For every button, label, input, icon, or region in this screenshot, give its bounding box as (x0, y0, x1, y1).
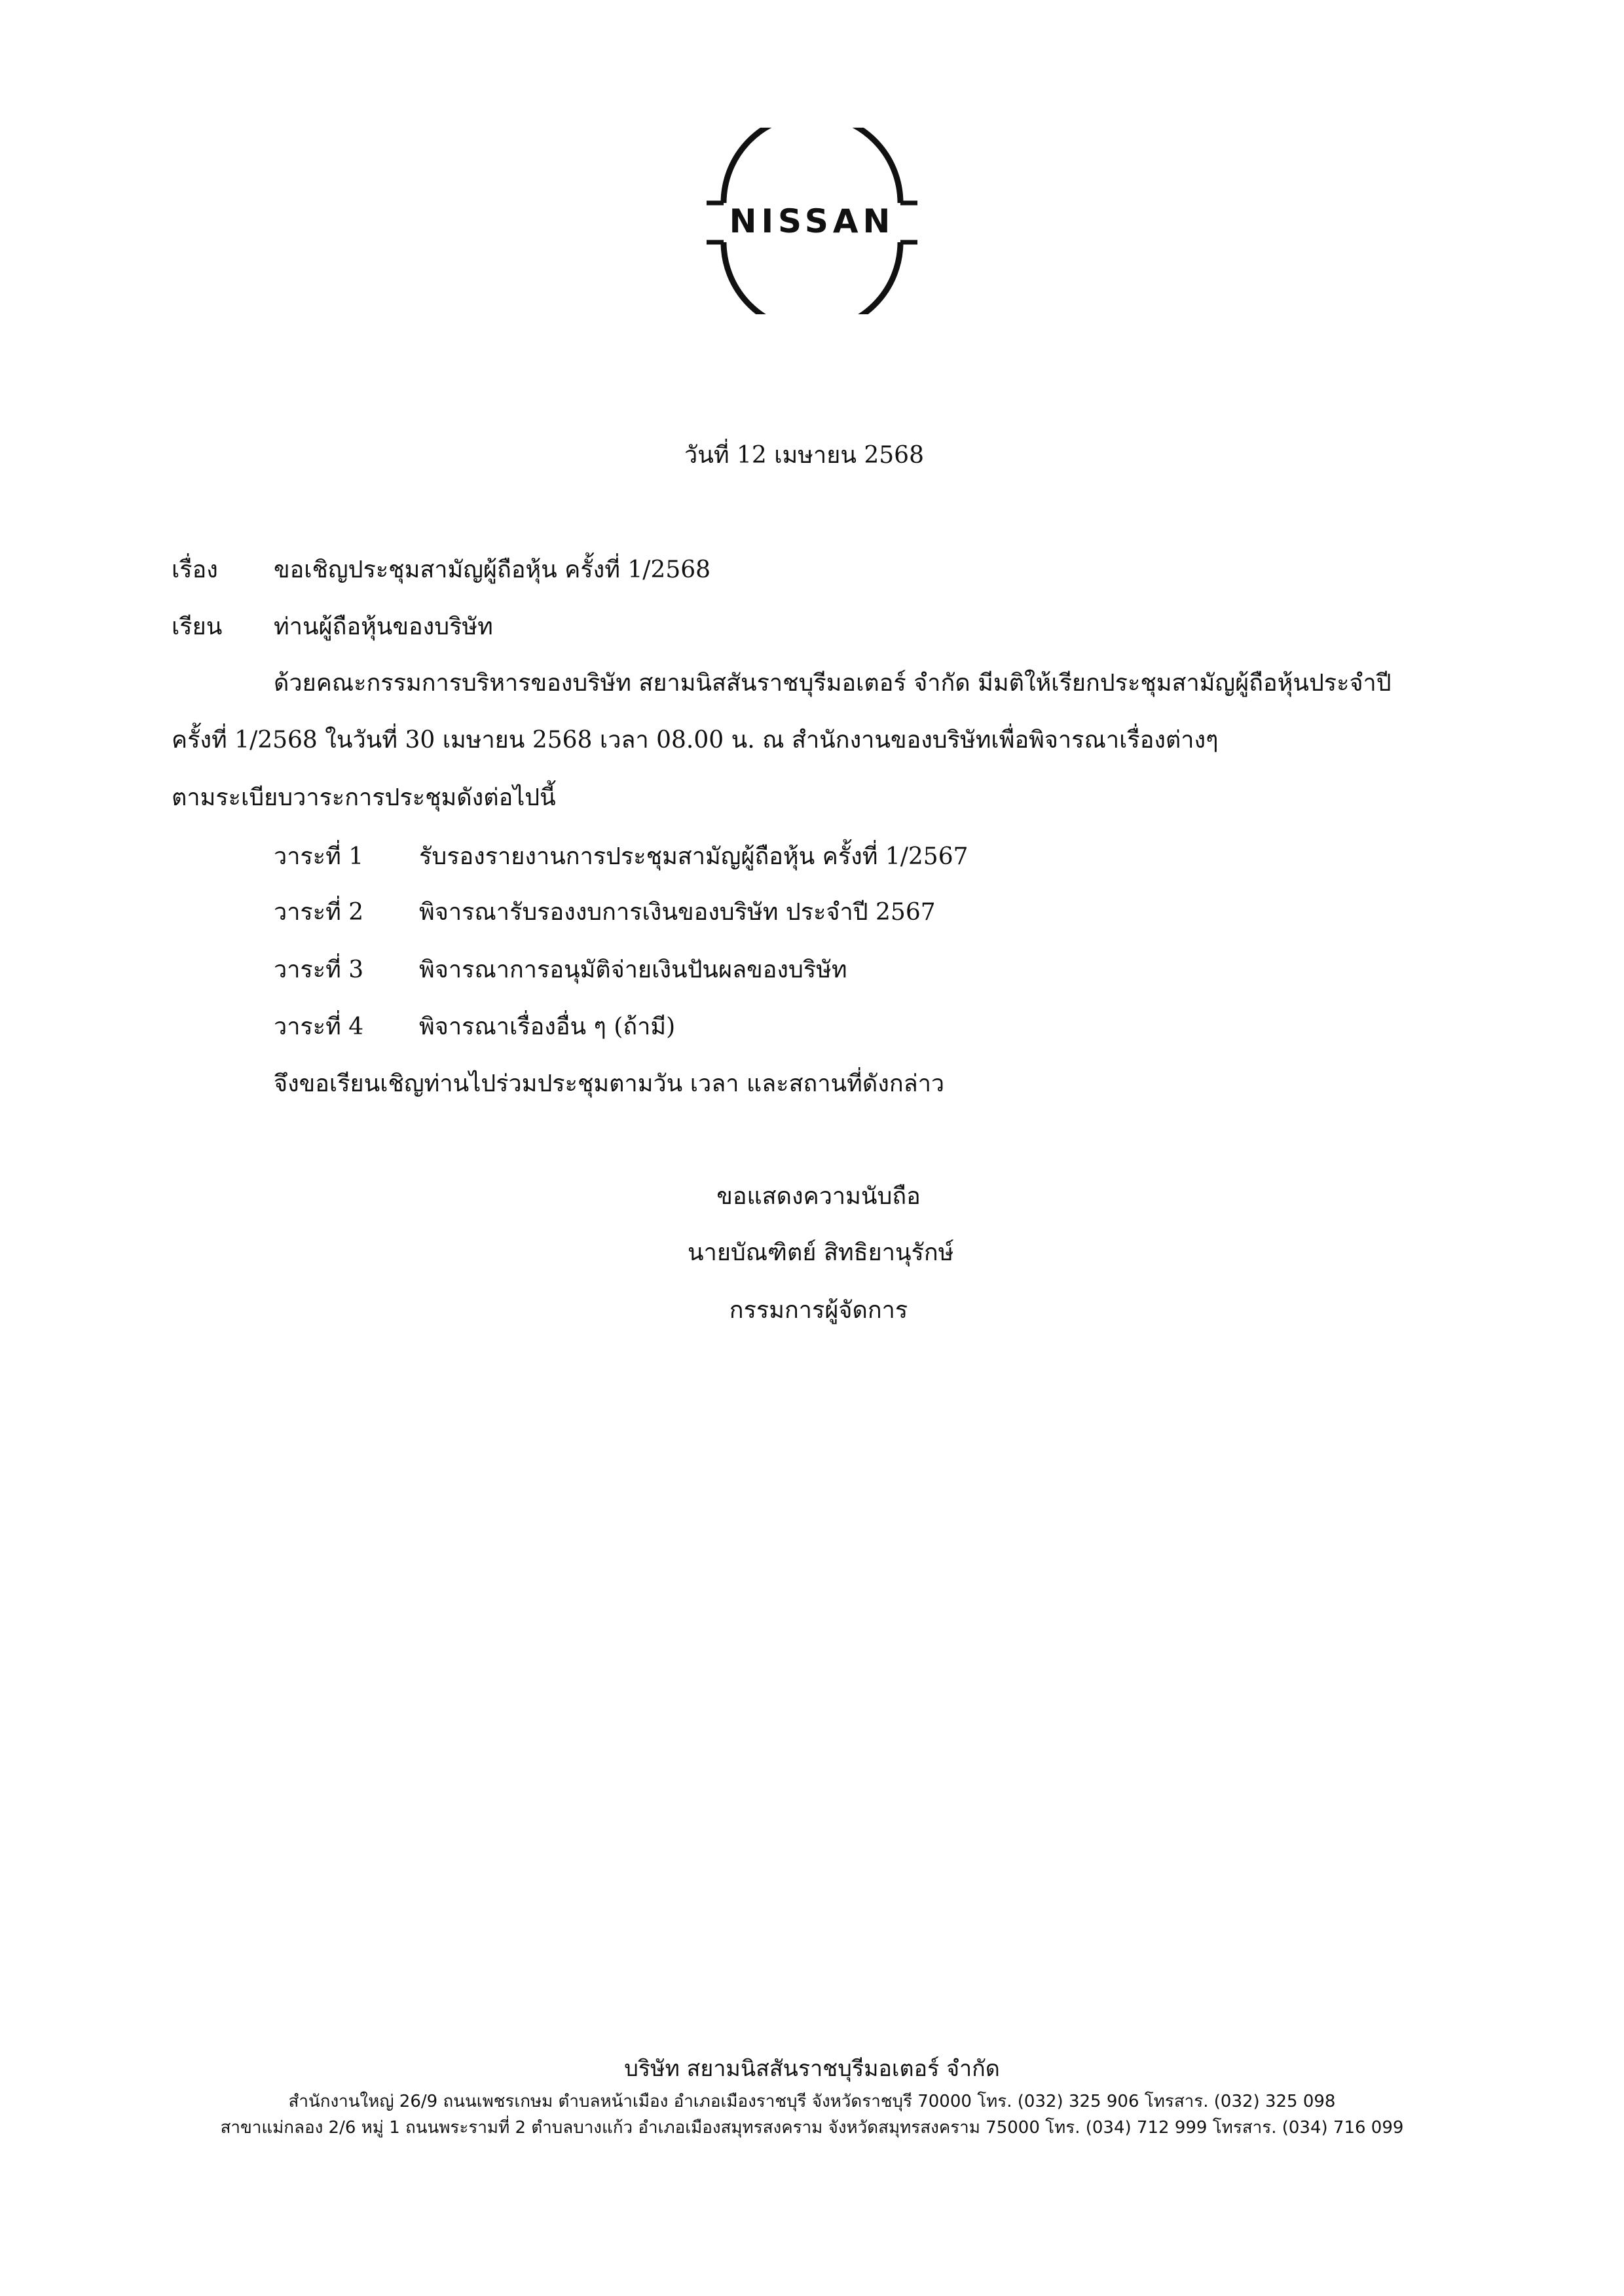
agenda-item-3-text: พิจารณาการอนุมัติจ่ายเงินปันผลของบริษัท (419, 957, 847, 983)
closing-sentence: จึงขอเรียนเชิญท่านไปร่วมประชุมตามวัน เวลา และสถานที่ดังกล่าว (274, 1070, 945, 1097)
agenda-item-1-number: วาระที่ 1 (274, 843, 364, 870)
salutation-text: ท่านผู้ถือหุ้นของบริษัท (274, 613, 493, 640)
footer-address-headquarters: สำนักงานใหญ่ 26/9 ถนนเพชรเกษม ตำบลหน้าเมือง อำเภอเมืองราชบุรี จังหวัดราชบุรี 70000 โทร. (032) 325 906 โทรสาร. (032) 325 098 (288, 2092, 1336, 2111)
document-date: วันที่ 12 เมษายน 2568 (684, 442, 924, 469)
nissan-logo (704, 128, 920, 314)
agenda-item-4-text: พิจารณาเรื่องอื่น ๆ (ถ้ามี) (419, 1013, 676, 1040)
logo-upper-arc (724, 128, 900, 203)
agenda-item-1-text: รับรองรายงานการประชุมสามัญผู้ถือหุ้น ครั้งที่ 1/2567 (419, 843, 969, 870)
logo-lower-arc (724, 242, 900, 314)
body-paragraph-line-3: ตามระเบียบวาระการประชุมดังต่อไปนี้ (172, 784, 556, 811)
subject-text: ขอเชิญประชุมสามัญผู้ถือหุ้น ครั้งที่ 1/2568 (274, 556, 711, 583)
footer-address-branch: สาขาแม่กลอง 2/6 หมู่ 1 ถนนพระรามที่ 2 ตำบลบางแก้ว อำเภอเมืองสมุทรสงคราม จังหวัดสมุทรสงคราม 75000 โทร. (034) 712 999 โทรสาร. (034) 716 099 (220, 2118, 1404, 2138)
agenda-item-2-number: วาระที่ 2 (274, 899, 364, 926)
salutation-label: เรียน (172, 613, 223, 640)
subject-label: เรื่อง (172, 556, 218, 583)
agenda-item-3-number: วาระที่ 3 (274, 957, 364, 983)
agenda-item-4-number: วาระที่ 4 (274, 1013, 364, 1040)
footer-company-name: บริษัท สยามนิสสันราชบุรีมอเตอร์ จำกัด (624, 2056, 1000, 2082)
signature-title: กรรมการผู้จัดการ (729, 1297, 908, 1324)
body-paragraph-line-1: ด้วยคณะกรรมการบริหารของบริษัท สยามนิสสันราชบุรีมอเตอร์ จำกัด มีมติให้เรียกประชุมสามัญผู้ถือหุ้นประจำปี (274, 670, 1392, 697)
body-paragraph-line-2: ครั้งที่ 1/2568 ในวันที่ 30 เมษายน 2568 เวลา 08.00 น. ณ สำนักงานของบริษัทเพื่อพิจารณาเรื่องต่างๆ (172, 727, 1219, 754)
agenda-item-2-text: พิจารณารับรองงบการเงินของบริษัท ประจำปี 2567 (419, 899, 936, 926)
logo-wordmark: NISSAN (729, 202, 895, 240)
signature-regards: ขอแสดงความนับถือ (716, 1183, 921, 1210)
signature-name: นายบัณฑิตย์ สิทธิยานุรักษ์ (688, 1239, 954, 1266)
